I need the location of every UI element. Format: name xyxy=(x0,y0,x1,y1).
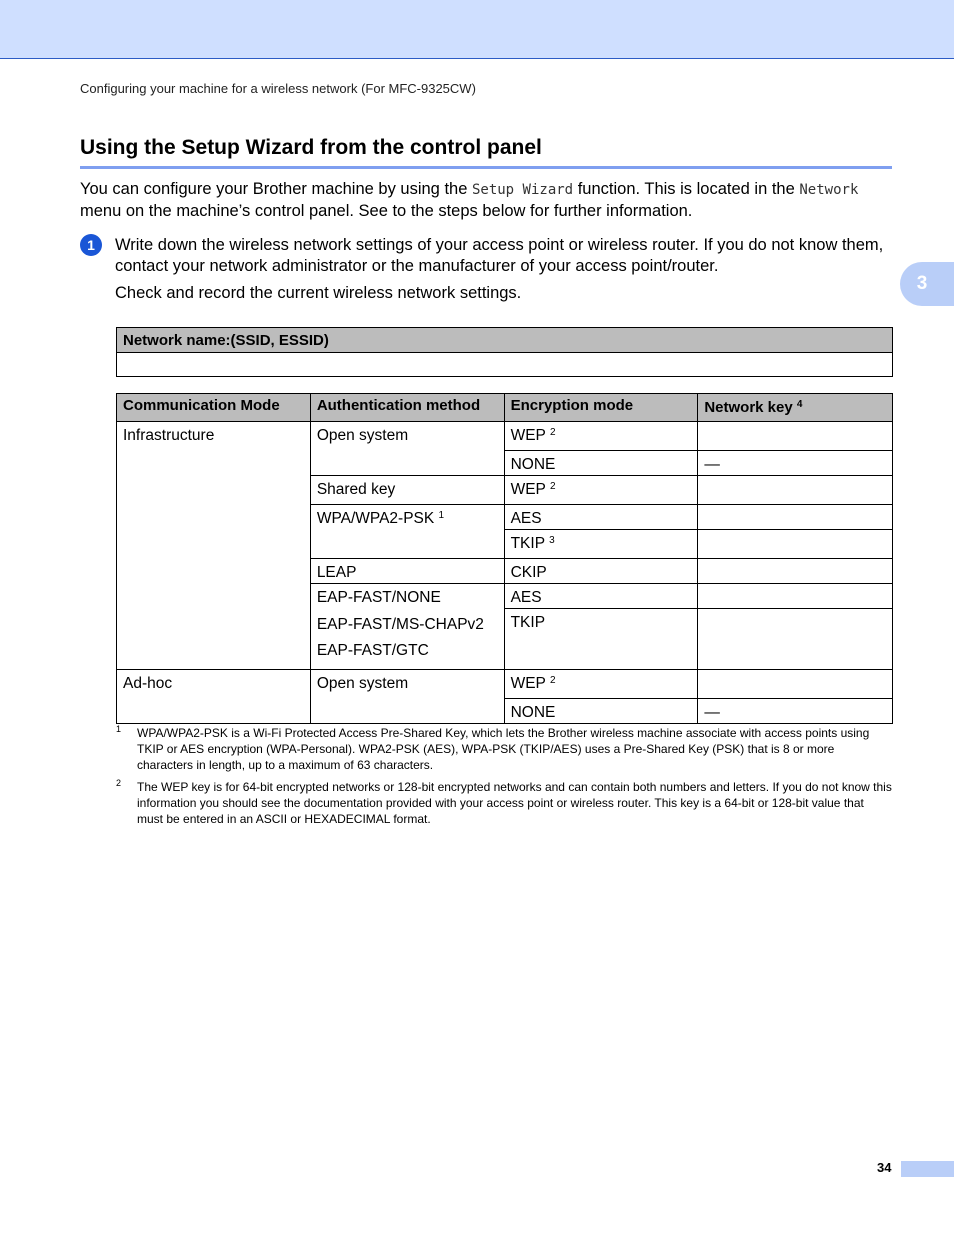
auth-label: WPA/WPA2-PSK xyxy=(316,510,435,527)
network-key-cell xyxy=(698,530,893,559)
auth-cell xyxy=(310,505,504,559)
ssid-table xyxy=(116,327,893,377)
auth-cell xyxy=(310,584,504,670)
footnote-ref: 2 xyxy=(549,481,556,492)
auth-cell: Open system xyxy=(310,669,504,723)
network-key-cell xyxy=(698,559,893,584)
encryption-label: WEP xyxy=(510,674,546,692)
top-header-band xyxy=(0,0,954,59)
footnote-text: The WEP key is for 64-bit encrypted networks or 128-bit encrypted networks and can contain both numbers and letters. If you do not know this information you should see the documentation provided with your access point or wireless router. This key is a 64-bit or 128-bit value that must be entered in an ASCII or HEXADECIMAL format. xyxy=(137,780,892,826)
setup-wizard-code: Setup Wizard xyxy=(471,182,574,198)
encryption-cell: NONE xyxy=(504,698,698,723)
footnote-ref: 2 xyxy=(549,674,556,686)
footnote xyxy=(116,779,892,827)
network-key-cell xyxy=(698,609,893,670)
ssid-value-cell xyxy=(117,353,893,377)
encryption-cell xyxy=(504,476,698,505)
network-key-cell xyxy=(698,669,893,698)
ssid-header: Network name:(SSID, ESSID) xyxy=(117,328,893,353)
network-key-cell xyxy=(698,584,893,609)
chapter-tab: 3 xyxy=(900,262,954,306)
encryption-label: WEP xyxy=(510,481,546,498)
footnote-ref: 4 xyxy=(796,399,803,410)
network-menu-code: Network xyxy=(799,182,859,198)
col-header-mode: Communication Mode xyxy=(117,394,311,422)
encryption-cell: AES xyxy=(504,505,698,530)
footnote-number: 2 xyxy=(116,778,122,788)
encryption-cell xyxy=(504,669,698,698)
intro-text-1: You can configure your Brother machine by using the xyxy=(80,180,472,198)
auth-label: EAP-FAST/NONE xyxy=(316,589,441,606)
auth-label: EAP-FAST/MS-CHAPv2 xyxy=(316,615,484,633)
col-header-encryption: Encryption mode xyxy=(504,394,698,422)
footnote-text: WPA/WPA2-PSK is a Wi-Fi Protected Access Pre-Shared Key, which lets the Brother wireless machine associate with access points using TKIP or AES encryption (WPA-Personal). WPA2-PSK (AES), WPA-PSK (TKIP/AES) uses a Pre-Shared Key (PSK) that is 8 or more characters in length, up to a maximum of 63 characters. xyxy=(137,726,870,772)
col-header-network-key xyxy=(698,394,893,422)
footnote-ref: 3 xyxy=(549,535,555,546)
encryption-label: WEP xyxy=(510,427,546,444)
step-number-badge: 1 xyxy=(80,234,102,256)
network-key-cell xyxy=(698,422,893,451)
step-subtext: Check and record the current wireless network settings. xyxy=(115,284,522,302)
auth-cell: LEAP xyxy=(310,559,504,584)
mode-cell: Infrastructure xyxy=(117,422,311,670)
footer-band xyxy=(901,1161,954,1177)
auth-cell: Open system xyxy=(310,422,504,476)
encryption-cell: AES xyxy=(504,584,698,609)
network-key-cell xyxy=(698,505,893,530)
footnotes xyxy=(116,725,892,833)
table-row xyxy=(117,669,893,698)
intro-paragraph xyxy=(80,179,880,221)
table-header-row xyxy=(117,394,893,422)
footnote-ref: 1 xyxy=(438,510,445,521)
encryption-cell: TKIP xyxy=(504,609,698,670)
col-header-auth: Authentication method xyxy=(310,394,504,422)
title-underline xyxy=(80,166,892,169)
page-number: 34 xyxy=(877,1160,892,1175)
footnote-number: 1 xyxy=(116,724,122,734)
network-settings-table xyxy=(116,393,893,724)
intro-text-3: menu on the machine’s control panel. See to the steps below for further information. xyxy=(80,201,693,220)
mode-cell: Ad-hoc xyxy=(117,669,311,723)
network-key-cell xyxy=(698,476,893,505)
network-key-label: Network key xyxy=(704,399,793,416)
network-key-cell: — xyxy=(698,698,893,723)
encryption-cell: CKIP xyxy=(504,559,698,584)
footnote-ref: 2 xyxy=(549,427,556,438)
footnote xyxy=(116,725,892,773)
network-key-cell: — xyxy=(698,451,893,476)
encryption-cell: NONE xyxy=(504,451,698,476)
auth-label: EAP-FAST/GTC xyxy=(316,642,429,659)
auth-cell: Shared key xyxy=(310,476,504,505)
step-instruction: Write down the wireless network settings of your access point or wireless router. If you do not know them, contact your network administrator or the manufacturer of your access point/router. xyxy=(115,236,884,275)
intro-text-2: function. This is located in the xyxy=(573,180,800,198)
encryption-label: TKIP xyxy=(510,535,545,552)
running-header: Configuring your machine for a wireless network (For MFC-9325CW) xyxy=(80,81,476,96)
table-row xyxy=(117,422,893,451)
encryption-cell xyxy=(504,530,698,559)
section-title: Using the Setup Wizard from the control panel xyxy=(80,136,542,159)
encryption-cell xyxy=(504,422,698,451)
